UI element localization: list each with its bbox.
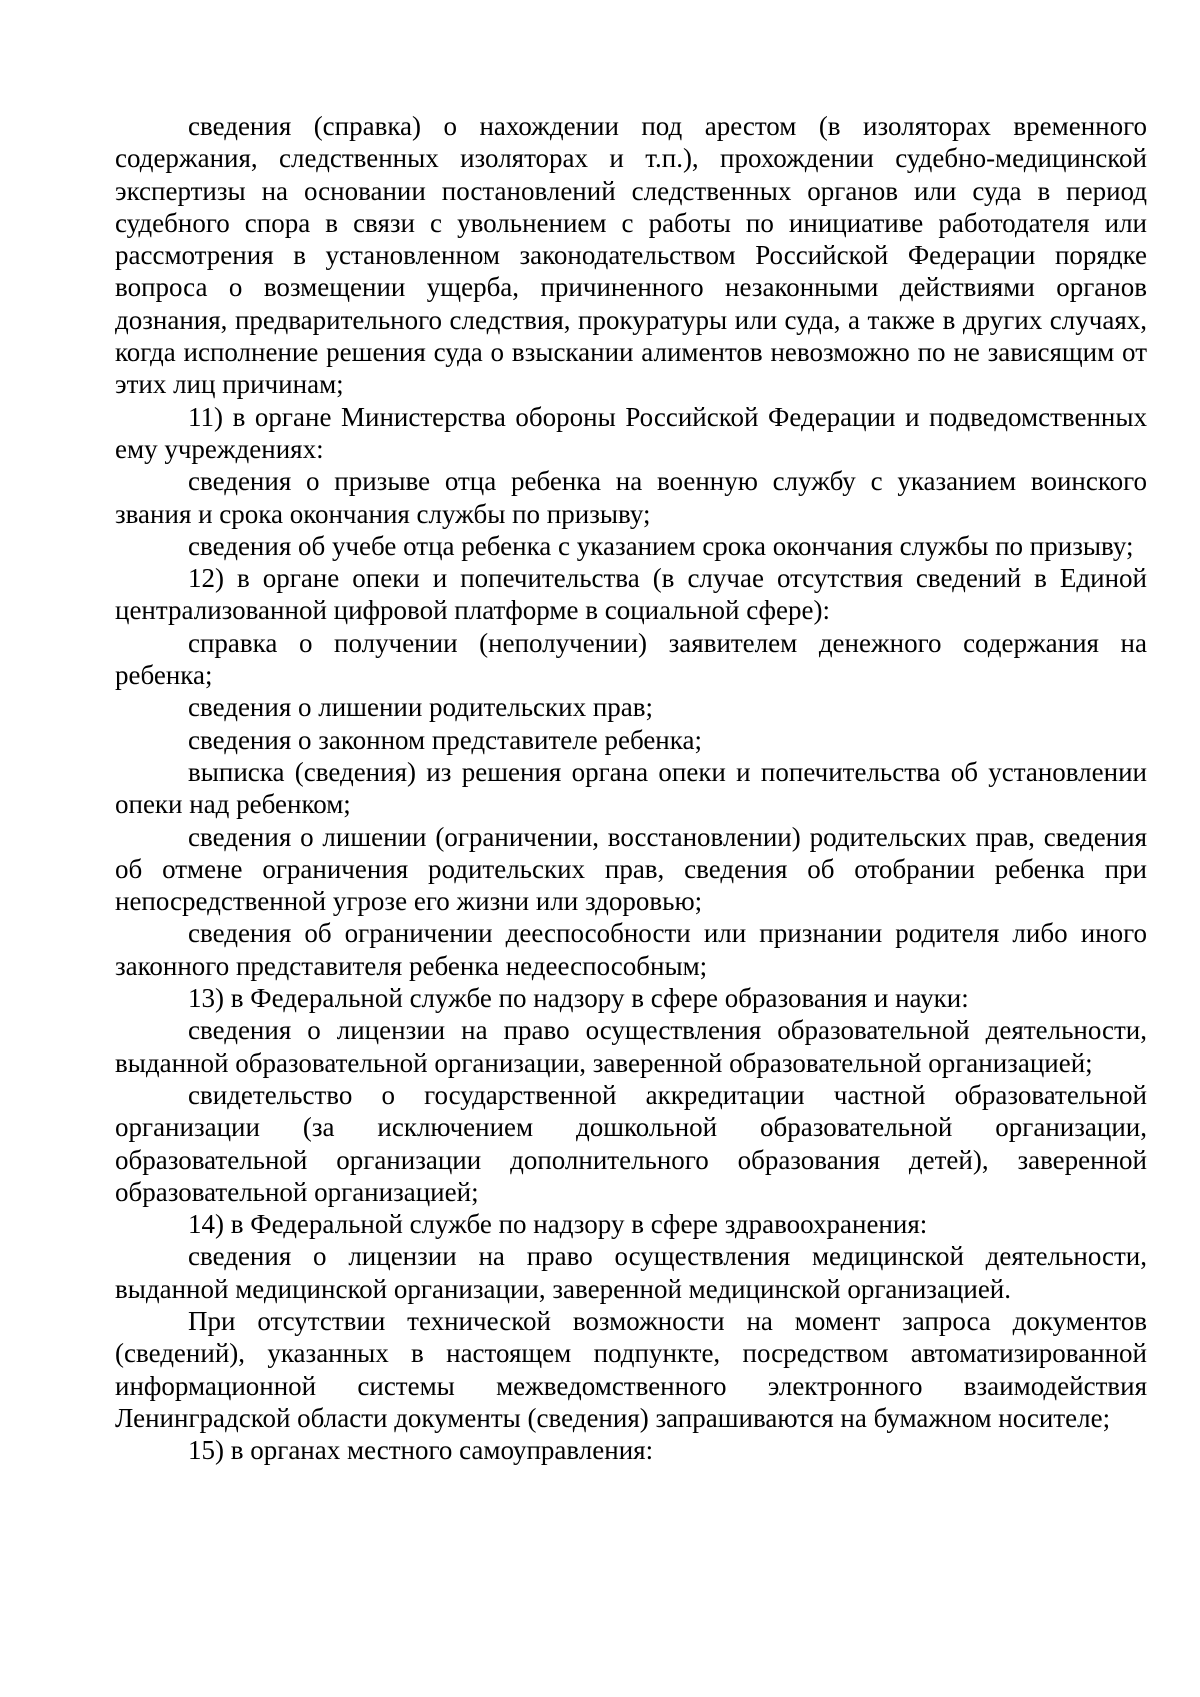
paragraph-military-conscription: сведения о призыве отца ребенка на военную службу с указанием воинского звания и срока окончания службы по призыву; (115, 466, 1147, 529)
paragraph-accreditation-certificate: свидетельство о государственной аккредитации частной образовательной организации (за исключением дошкольной образовательной организации, образовательной организации дополнительного образования детей), заверенной образовательной организацией; (115, 1079, 1147, 1207)
paragraph-legal-capacity: сведения об ограничении дееспособности или признании родителя либо иного законного представителя ребенка недееспособным; (115, 918, 1147, 981)
paragraph-medical-license: сведения о лицензии на право осуществления медицинской деятельности, выданной медицинской организации, заверенной медицинской организацией. (115, 1241, 1147, 1304)
document-page (115, 110, 1147, 1466)
paragraph-allowance-certificate: справка о получении (неполучении) заявителем денежного содержания на ребенка; (115, 627, 1147, 691)
paragraph-deprivation-rights: сведения о лишении родительских прав; (188, 692, 653, 723)
paragraph-legal-representative: сведения о законном представителе ребенка; (188, 724, 702, 755)
paragraph-education-license: сведения о лицензии на право осуществления образовательной деятельности, выданной образовательной организации, заверенной образовательной организацией; (115, 1015, 1147, 1078)
paragraph-father-study: сведения об учебе отца ребенка с указанием срока окончания службы по призыву; (188, 530, 1134, 561)
paragraph-item-12: 12) в органе опеки и попечительства (в случае отсутствия сведений в Единой централизованной цифровой платформе в социальной сфере): (115, 563, 1147, 626)
paragraph-detention-info: сведения (справка) о нахождении под арестом (в изоляторах временного содержания, следственных изоляторах и т.п.), прохождении судебно-медицинской экспертизы на основании постановлений следственных органов или суда в период судебного спора в связи с увольнением с работы по инициативе работодателя или рассмотрения в установленном законодательством Российской Федерации порядке вопроса о возмещении ущерба, причиненного незаконными действиями органов дознания, предварительного следствия, прокуратуры или суда, а также в других случаях, когда исполнение решения суда о взыскании алиментов невозможно по не зависящим от этих лиц причинам; (115, 111, 1147, 400)
paragraph-paper-request: При отсутствии технической возможности на момент запроса документов (сведений), указанных в настоящем подпункте, посредством автоматизированной информационной системы межведомственного электронного взаимодействия Ленинградской области документы (сведения) запрашиваются на бумажном носителе; (115, 1305, 1147, 1433)
paragraph-item-15: 15) в органах местного самоуправления: (188, 1435, 654, 1466)
paragraph-guardianship-extract: выписка (сведения) из решения органа опеки и попечительства об установлении опеки над ребенком; (115, 756, 1147, 820)
paragraph-item-14: 14) в Федеральной службе по надзору в сфере здравоохранения: (188, 1209, 928, 1240)
paragraph-item-13: 13) в Федеральной службе по надзору в сфере образования и науки: (188, 983, 969, 1014)
paragraph-restriction-rights: сведения о лишении (ограничении, восстановлении) родительских прав, сведения об отмене ограничения родительских прав, сведения об отобрании ребенка при непосредственной угрозе его жизни или здоровью; (115, 821, 1147, 917)
paragraph-item-11: 11) в органе Министерства обороны Российской Федерации и подведомственных ему учреждениях: (115, 401, 1147, 464)
